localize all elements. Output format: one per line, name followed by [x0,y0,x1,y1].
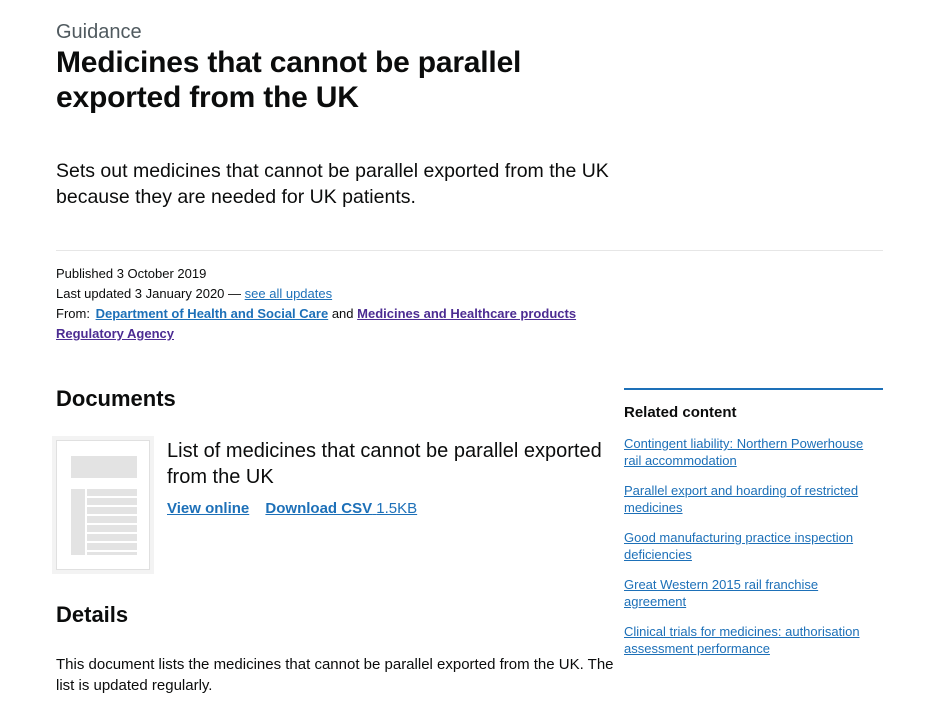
related-item [624,623,883,657]
divider [56,250,883,251]
view-online-link[interactable]: View online [167,500,250,517]
related-item [624,482,883,516]
related-content-heading: Related content [624,404,737,421]
details-text: This document lists the medicines that cannot be parallel exported from the UK. The list is updated regularly. [56,656,614,694]
download-csv-label: Download CSV [265,500,373,517]
updated-date: Last updated 3 January 2020 — [56,286,242,301]
document-thumbnail-icon[interactable] [56,440,150,570]
updated-line [56,284,616,304]
related-item [624,576,883,610]
page-caption: Guidance [56,21,142,43]
page-summary: Sets out medicines that cannot be parallel exported from the UK because they are needed for UK patients. [56,160,609,208]
see-all-updates-link[interactable]: see all updates [244,286,333,301]
document-actions [167,500,429,517]
from-line [56,304,616,344]
related-link[interactable]: Parallel export and hoarding of restricted medicines [624,483,859,515]
org-mhra-link[interactable]: Medicines and Healthcare products Regulatory Agency [56,306,577,341]
download-csv-link[interactable] [265,500,417,517]
from-label: From: [56,306,90,321]
related-item [624,529,883,563]
related-link[interactable]: Contingent liability: Northern Powerhouse rail accommodation [624,436,864,468]
related-link[interactable]: Good manufacturing practice inspection deficiencies [624,530,854,562]
related-item [624,435,883,469]
org-dhsc-link[interactable]: Department of Health and Social Care [95,306,329,321]
related-content [624,388,883,670]
and-text: and [331,306,354,321]
related-link[interactable]: Clinical trials for medicines: authorisation assessment performance [624,624,860,656]
details-heading: Details [56,602,129,627]
file-size: 1.5KB [376,500,418,517]
published-date: Published 3 October 2019 [56,266,207,281]
document-title: List of medicines that cannot be parallel exported from the UK [167,440,602,488]
related-link[interactable]: Great Western 2015 rail franchise agreement [624,577,819,609]
documents-heading: Documents [56,386,176,411]
page-title: Medicines that cannot be parallel exported from the UK [56,46,522,114]
metadata [56,264,616,344]
